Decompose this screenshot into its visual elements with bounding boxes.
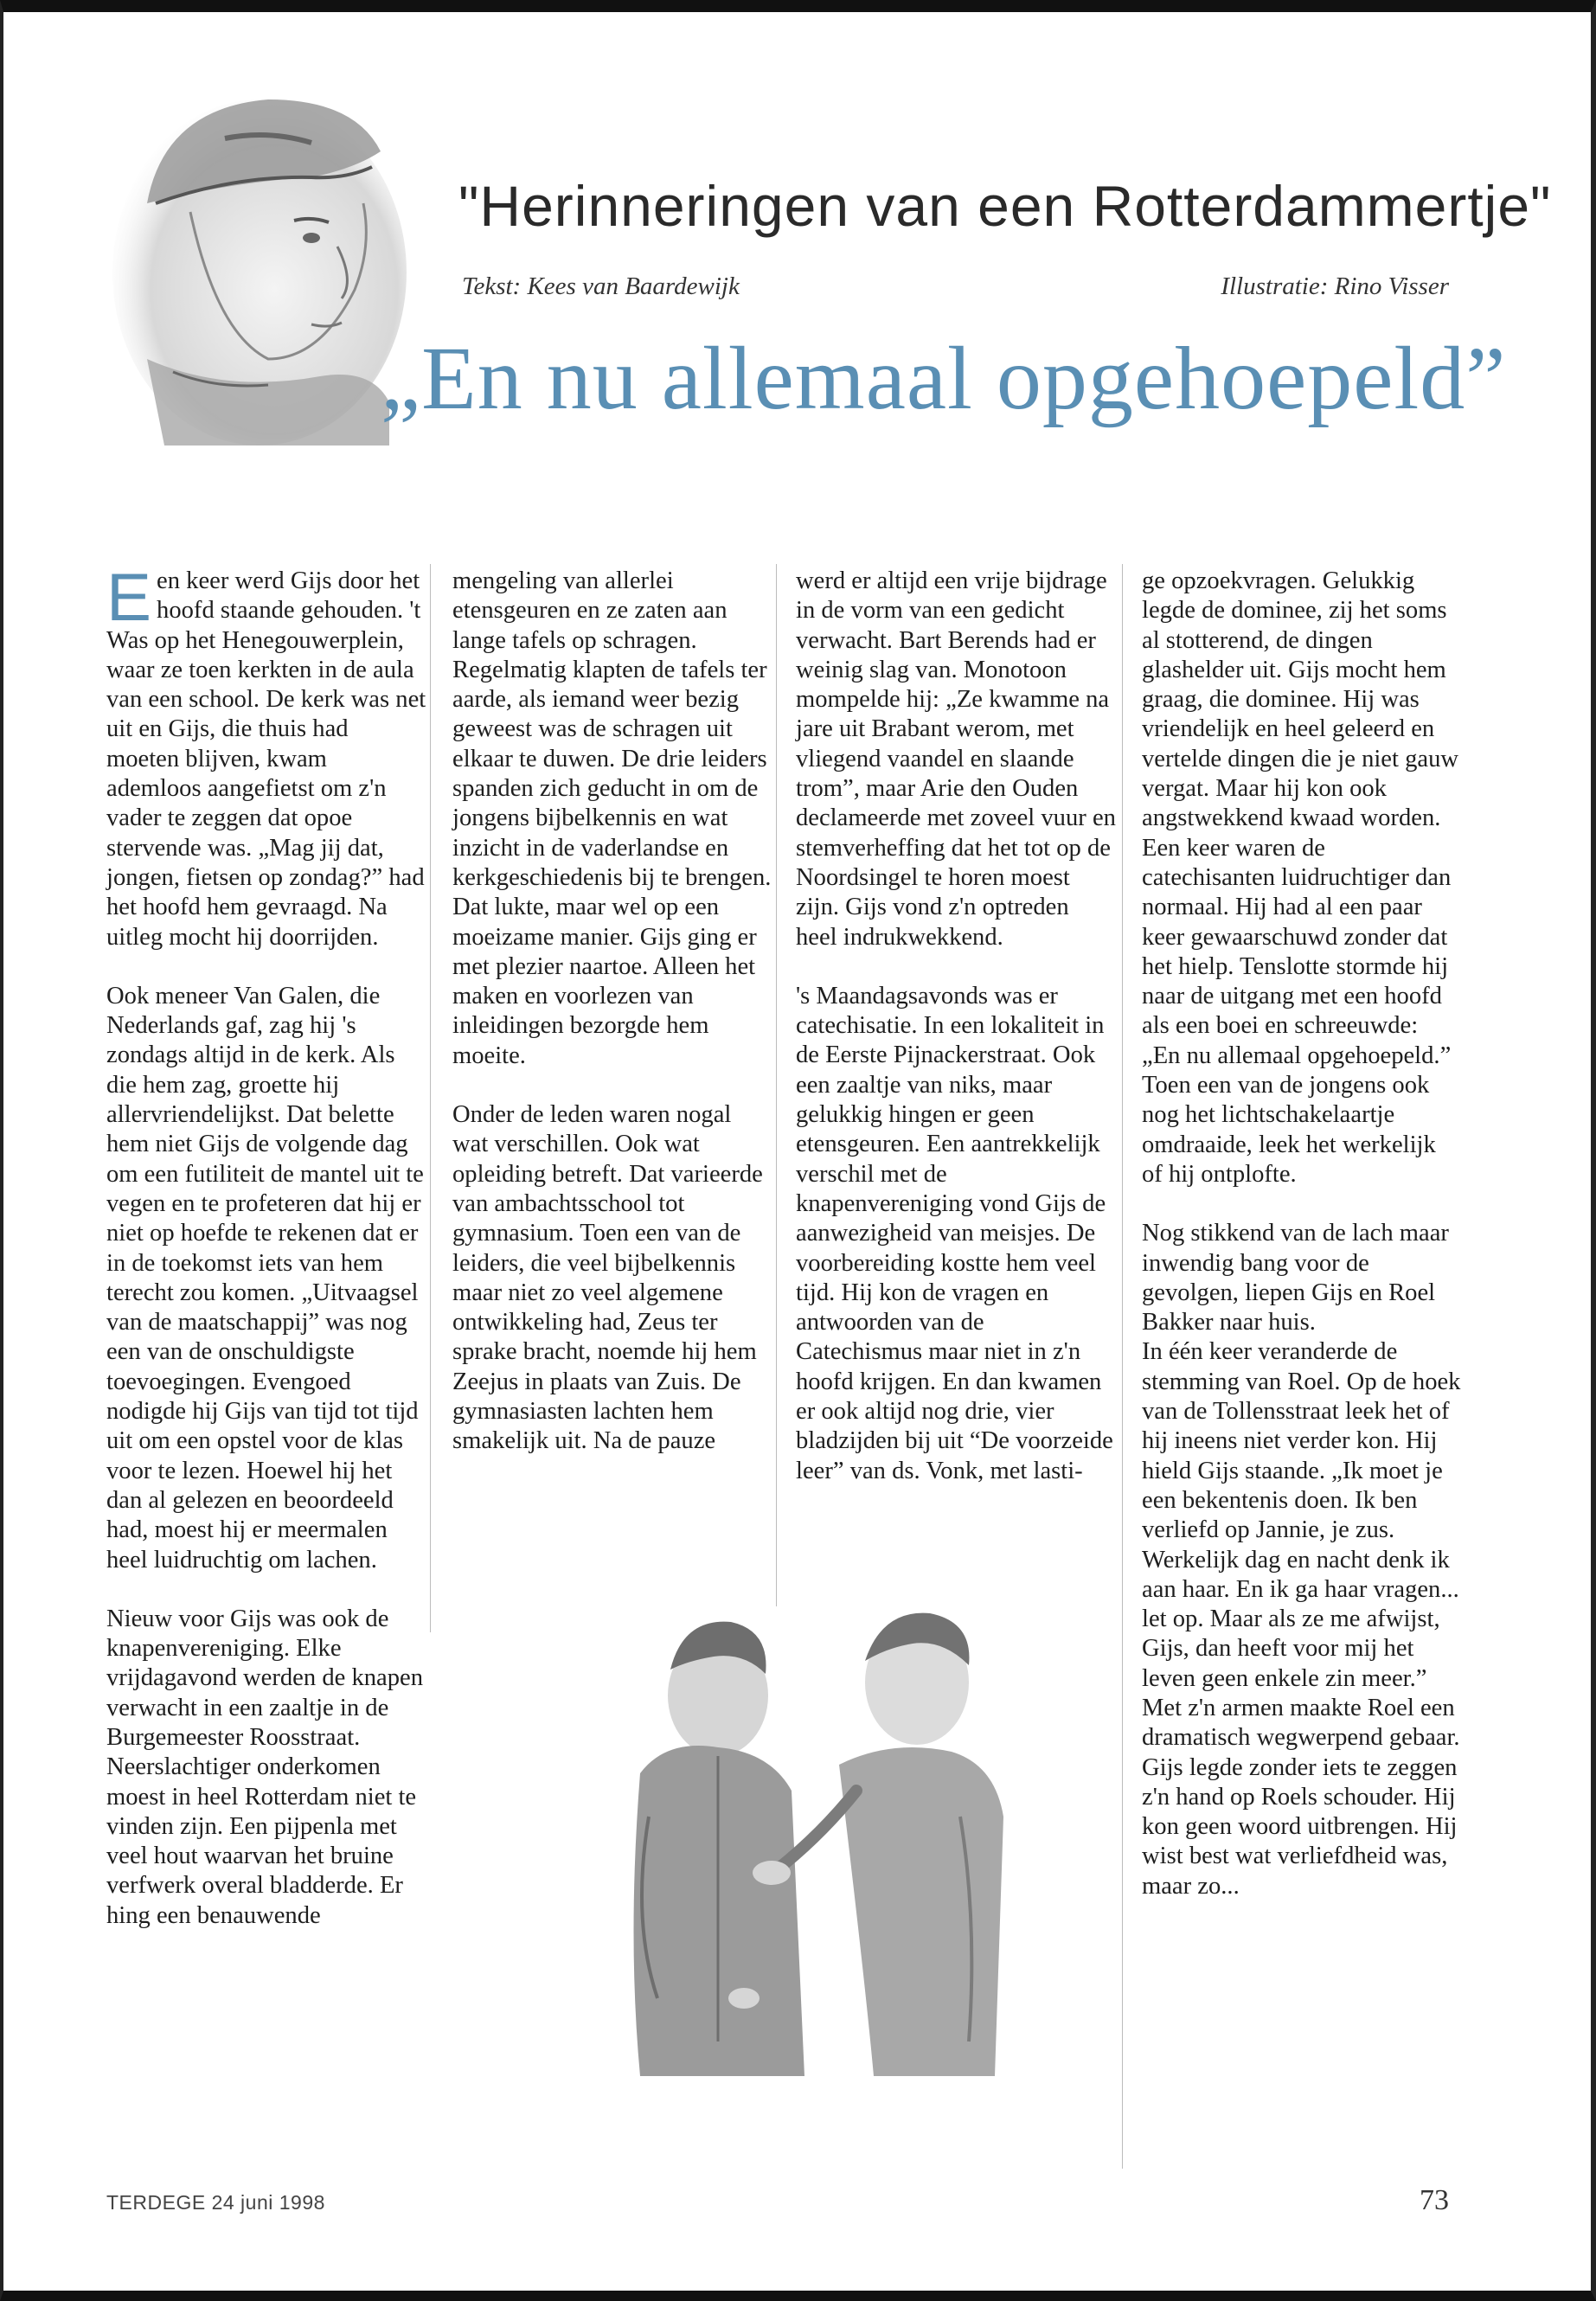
article-column-1: [106, 559, 426, 1931]
drop-cap: E: [106, 559, 152, 635]
paragraph: Gijs legde zonder iets te zeggen z'n hand op Roels schouder. Hij kon geen woord uitbrengen. Hij wist best wat verliefdheid was, maar zo...: [1142, 1753, 1458, 1900]
paragraph: Onder de leden waren nogal wat verschillen. Ook wat opleiding betreft. Dat varieerde van ambachtsschool tot gymnasium. Toen een van de leiders, die veel bijbelkennis maar niet zo veel algemene ontwikkeling had, Zeus ter sprake bracht, noemde hij hem Zeejus in plaats van Zuis. De gymnasiasten lachten hem smakelijk uit. Na de pauze: [452, 1101, 763, 1455]
two-boys-illustration: [545, 1592, 1116, 2128]
column-divider: [430, 564, 431, 1632]
article-headline: „En nu allemaal opgehoepeld”: [381, 329, 1507, 428]
page-number: 73: [1420, 2184, 1449, 2216]
paragraph: werd er altijd een vrije bijdrage in de vorm van een gedicht verwacht. Bart Berends had er weinig slag van. Monotoon mompelde hij: „Ze kwamme na jare uit Brabant werom, met vliegend vaandel en slaande trom”, maar Arie den Ouden declameerde met zoveel vuur en stemverheffing dat het tot op de Noordsingel te horen moest zijn. Gijs vond z'n optreden heel indrukwekkend.: [796, 567, 1116, 951]
footer-publication: TERDEGE 24 juni 1998: [106, 2191, 325, 2214]
paragraph: In één keer veranderde de stemming van Roel. Op de hoek van de Tollensstraat leek het of hij ineens niet verder kon. Hij hield Gijs staande. „Ik moet je een bekentenis doen. Ik ben verliefd op Jannie, je zus. Werkelijk dag en nacht denk ik aan haar. En ik ga haar vragen... let op. Maar als ze me afwijst, Gijs, dan heeft voor mij het leven geen enkele zin meer.” Met z'n armen maakte Roel een dramatisch wegwerpend gebaar.: [1142, 1338, 1461, 1752]
article-column-3: [796, 567, 1116, 1486]
article-column-4: [1142, 567, 1462, 1901]
paragraph: ge opzoekvragen. Gelukkig legde de dominee, zij het soms al stotterend, de dingen glashelder uit. Gijs mocht hem graag, die dominee. Hij was vriendelijk en heel geleerd en vertelde dingen die je niet gauw vergat. Maar hij kon ook angstwekkend kwaad worden. Een keer waren de catechisanten luidruchtiger dan normaal. Hij had al een paar keer gewaarschuwd zonder dat het hielp. Tenslotte stormde hij naar de uitgang met een hoofd als een boei en schreeuwde: „En nu allemaal opgehoepeld.” Toen een van de jongens ook nog het lichtschakelaartje omdraaide, leek het werkelijk of hij ontplofte.: [1142, 567, 1459, 1188]
paragraph: mengeling van allerlei etensgeuren en ze zaten aan lange tafels op schragen. Regelmatig klapten de tafels ter aarde, als iemand weer bezig geweest was de schragen uit elkaar te duwen. De drie leiders spanden zich geducht in om de jongens bijbelkennis en wat inzicht in de vaderlandse en kerkgeschiedenis bij te brengen. Dat lukte, maar wel op een moeizame manier. Gijs ging er met plezier naartoe. Alleen het maken en voorlezen van inleidingen bezorgde hem moeite.: [452, 567, 772, 1069]
column-divider: [776, 564, 777, 1606]
paragraph: [106, 559, 426, 952]
paragraph: Nog stikkend van de lach maar inwendig bang voor de gevolgen, liepen Gijs en Roel Bakker naar huis.: [1142, 1220, 1449, 1336]
article-column-2: [452, 567, 772, 1457]
paragraph: Ook meneer Van Galen, die Nederlands gaf, zag hij 's zondags altijd in de kerk. Als die hem zag, groette hij allervriendelijkst. Dat belette hem niet Gijs de volgende dag om een futiliteit de mantel uit te vegen en te profeteren dat hij er niet op hoefde te rekenen dat er in de toekomst iets van hem terecht zou komen. „Uitvaagsel van de maatschappij” was nog een van de onschuldigste toevoegingen. Evengoed nodigde hij Gijs van tijd tot tijd uit om een opstel voor de klas voor te lezen. Hoewel hij het dan al gelezen en beoordeeld had, moest hij er meermalen heel luidruchtig om lachen.: [106, 982, 424, 1574]
boy-portrait-illustration: [95, 74, 407, 445]
illustration-credit: Illustratie: Rino Visser: [1221, 272, 1449, 300]
paragraph-text: en keer werd Gijs door het hoofd staande gehouden. 't Was op het Henegouwerplein, waar ze toen kerkten in de aula van een school. De kerk was net uit en Gijs, die thuis had moeten blijven, kwam ademloos aangefietst om z'n vader te zeggen dat opoe stervende was. „Mag jij dat, jongen, fietsen op zondag?” had het hoofd hem gevraagd. Na uitleg mocht hij doorrijden.: [106, 567, 426, 951]
column-divider: [1122, 564, 1123, 2169]
text-credit: Tekst: Kees van Baardewijk: [462, 272, 740, 300]
paragraph: 's Maandagsavonds was er catechisatie. In een lokaliteit in de Eerste Pijnackerstraat. Ook een zaaltje van niks, maar gelukkig hingen er geen etensgeuren. Een aantrekkelijk verschil met de knapenvereniging vond Gijs de aanwezigheid van meisjes. De voorbereiding kostte hem veel tijd. Hij kon de vragen en antwoorden van de Catechismus maar niet in z'n hoofd krijgen. En dan kwamen er ook altijd nog drie, vier bladzijden bij uit “De voorzeide leer” van ds. Vonk, met lasti-: [796, 982, 1113, 1484]
paragraph: Nieuw voor Gijs was ook de knapenvereniging. Elke vrijdagavond werden de knapen verwacht in een zaaltje in de Burgemeester Roosstraat. Neerslachtiger onderkomen moest in heel Rotterdam niet te vinden zijn. Een pijpenla met veel hout waarvan het bruine verfwerk overal bladderde. Er hing een benauwende: [106, 1605, 424, 1929]
series-title: "Herinneringen van een Rotterdammertje": [458, 174, 1552, 238]
